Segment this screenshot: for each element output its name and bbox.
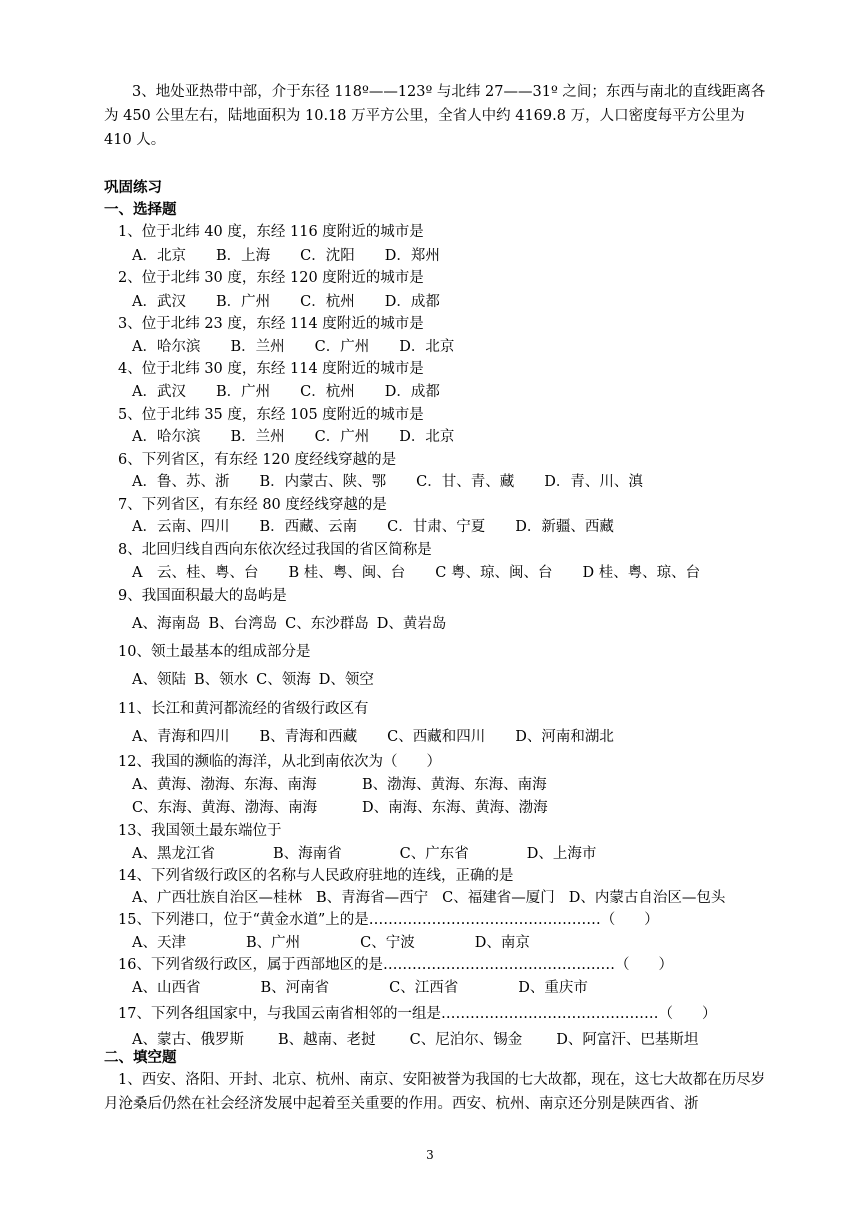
option: A、领陆 [132, 672, 186, 688]
question-2: 2、位于北纬 30 度，东经 120 度附近的城市是 [118, 270, 424, 286]
option: A．武汉 [132, 384, 186, 400]
option: D．青、川、滇 [544, 474, 643, 490]
question-1: 1、位于北纬 40 度，东经 116 度附近的城市是 [118, 224, 424, 240]
option: D．新疆、西藏 [515, 519, 614, 535]
option: B、渤海、黄海、东海、南海 [362, 777, 547, 793]
question-11-options [132, 725, 614, 746]
option: C 粤、琼、闽、台 [435, 565, 553, 581]
option: D．郑州 [384, 248, 440, 264]
option: D、南海、东海、黄海、渤海 [362, 800, 548, 816]
question-11: 11、长江和黄河都流经的省级行政区有 [118, 701, 369, 717]
question-4-options [132, 380, 440, 401]
option: B 桂、粤、闽、台 [288, 565, 406, 581]
option: D、南京 [474, 935, 530, 951]
option: A．哈尔滨 [132, 339, 201, 355]
option: D、黄岩岛 [376, 616, 447, 632]
question-8: 8、北回归线自西向东依次经过我国的省区简称是 [118, 542, 432, 558]
question-5: 5、位于北纬 35 度，东经 105 度附近的城市是 [118, 407, 424, 423]
option: A．北京 [132, 248, 186, 264]
question-17: 17、下列各组国家中，与我国云南省相邻的一组是………………………………………（ ） [118, 1006, 717, 1022]
option: B．广州 [215, 384, 271, 400]
option: B、河南省 [260, 980, 330, 996]
option: B．兰州 [230, 339, 285, 355]
part2-title: 二、填空题 [104, 1049, 177, 1066]
option: B、越南、老挝 [277, 1032, 376, 1048]
option: D、领空 [318, 672, 374, 688]
question-17-options [132, 1028, 698, 1049]
option: D、重庆市 [518, 980, 588, 996]
question-12-options [132, 796, 592, 817]
option: C、领海 [256, 672, 311, 688]
option: C．杭州 [300, 294, 355, 310]
option: C、江西省 [389, 980, 459, 996]
option: D、阿富汗、巴基斯坦 [556, 1032, 699, 1048]
option: D、上海市 [526, 846, 597, 862]
question-13: 13、我国领土最东端位于 [118, 823, 282, 839]
question-16: 16、下列省级行政区，属于西部地区的是…………………………………………（ ） [118, 957, 673, 973]
question-6-options [132, 470, 643, 491]
option: C．甘、青、藏 [416, 474, 515, 490]
question-10-options [132, 668, 374, 689]
option: A．云南、四川 [132, 519, 230, 535]
question-15: 15、下列港口，位于“黄金水道”上的是…………………………………………（ ） [118, 912, 659, 928]
option: D 桂、粤、琼、台 [582, 565, 701, 581]
option: B、台湾岛 [208, 616, 278, 632]
option: A、黄海、渤海、东海、南海 [132, 777, 317, 793]
option: A．哈尔滨 [132, 429, 201, 445]
question-9: 9、我国面积最大的岛屿是 [118, 588, 287, 604]
option: D、内蒙古自治区—包头 [568, 890, 726, 906]
option: C、福建省—厦门 [442, 890, 555, 906]
question-7: 7、下列省区，有东经 80 度经线穿越的是 [118, 497, 387, 513]
option: D．北京 [399, 429, 455, 445]
option: C、东海、黄海、渤海、南海 [132, 800, 318, 816]
option: D．成都 [384, 294, 440, 310]
option: A、山西省 [132, 980, 201, 996]
question-12-options [132, 773, 592, 794]
option: B、领水 [193, 672, 249, 688]
question-10: 10、领土最基本的组成部分是 [118, 644, 311, 660]
option: A、广西壮族自治区—桂林 [132, 890, 302, 906]
option: A．鲁、苏、浙 [132, 474, 230, 490]
question-1-options [132, 244, 440, 265]
option: D．北京 [399, 339, 455, 355]
option: D、河南和湖北 [515, 729, 614, 745]
question-2-options [132, 290, 440, 311]
option: B．西藏、云南 [259, 519, 358, 535]
option: C、尼泊尔、锡金 [409, 1032, 523, 1048]
option: C．广州 [314, 429, 370, 445]
section-title: 巩固练习 [104, 179, 162, 196]
question-15-options [132, 931, 530, 952]
option: C．甘肃、宁夏 [387, 519, 486, 535]
option: A．武汉 [132, 294, 186, 310]
question-3-options [132, 335, 454, 356]
option: B、海南省 [272, 846, 342, 862]
option: B．广州 [215, 294, 271, 310]
option: B、广州 [245, 935, 301, 951]
question-8-options [132, 561, 700, 582]
option: C．沈阳 [300, 248, 355, 264]
question-14: 14、下列省级行政区的名称与人民政府驻地的连线，正确的是 [118, 868, 514, 884]
question-14-options [132, 886, 725, 907]
fill-question-1: 1、西安、洛阳、开封、北京、杭州、南京、安阳被誉为我国的七大故都，现在，这七大故都在历尽岁月沧桑后仍然在社会经济发展中起着至关重要的作用。西安、杭州、南京还分别是陕西省、浙 [104, 1072, 766, 1112]
option: C．广州 [314, 339, 370, 355]
question-7-options [132, 515, 614, 536]
option: A、天津 [132, 935, 186, 951]
option: A、蒙古、俄罗斯 [132, 1032, 244, 1048]
page-number: 3 [426, 1148, 434, 1162]
question-12: 12、我国的濒临的海洋，从北到南依次为（ ） [118, 754, 441, 770]
question-3: 3、位于北纬 23 度，东经 114 度附近的城市是 [118, 316, 424, 332]
option: C、宁波 [360, 935, 415, 951]
option: A、黑龙江省 [132, 846, 215, 862]
question-13-options [132, 842, 596, 863]
option: B、青海和西藏 [259, 729, 358, 745]
option: C、西藏和四川 [387, 729, 486, 745]
option: C、广东省 [399, 846, 469, 862]
question-6: 6、下列省区，有东经 120 度经线穿越的是 [118, 452, 397, 468]
option: D．成都 [384, 384, 440, 400]
option: A、海南岛 [132, 616, 201, 632]
part1-title: 一、选择题 [104, 201, 177, 218]
question-4: 4、位于北纬 30 度，东经 114 度附近的城市是 [118, 361, 424, 377]
option: C、东沙群岛 [285, 616, 369, 632]
option: A 云、桂、粤、台 [132, 565, 259, 581]
question-16-options [132, 976, 588, 997]
option: B、青海省—西宁 [315, 890, 429, 906]
option: B．兰州 [230, 429, 285, 445]
question-9-options [132, 612, 446, 633]
question-5-options [132, 425, 454, 446]
option: B．内蒙古、陕、鄂 [259, 474, 387, 490]
option: C．杭州 [300, 384, 355, 400]
option: B．上海 [215, 248, 271, 264]
intro-paragraph: 3、地处亚热带中部，介于东径 118º——123º 与北纬 27——31º 之间；东西与南北的直线距离各为 450 公里左右，陆地面积为 10.18 万平方公里，全省人中约 4169.8 万，人口密度每平方公里为 410 人。 [104, 84, 766, 148]
option: A、青海和四川 [132, 729, 230, 745]
